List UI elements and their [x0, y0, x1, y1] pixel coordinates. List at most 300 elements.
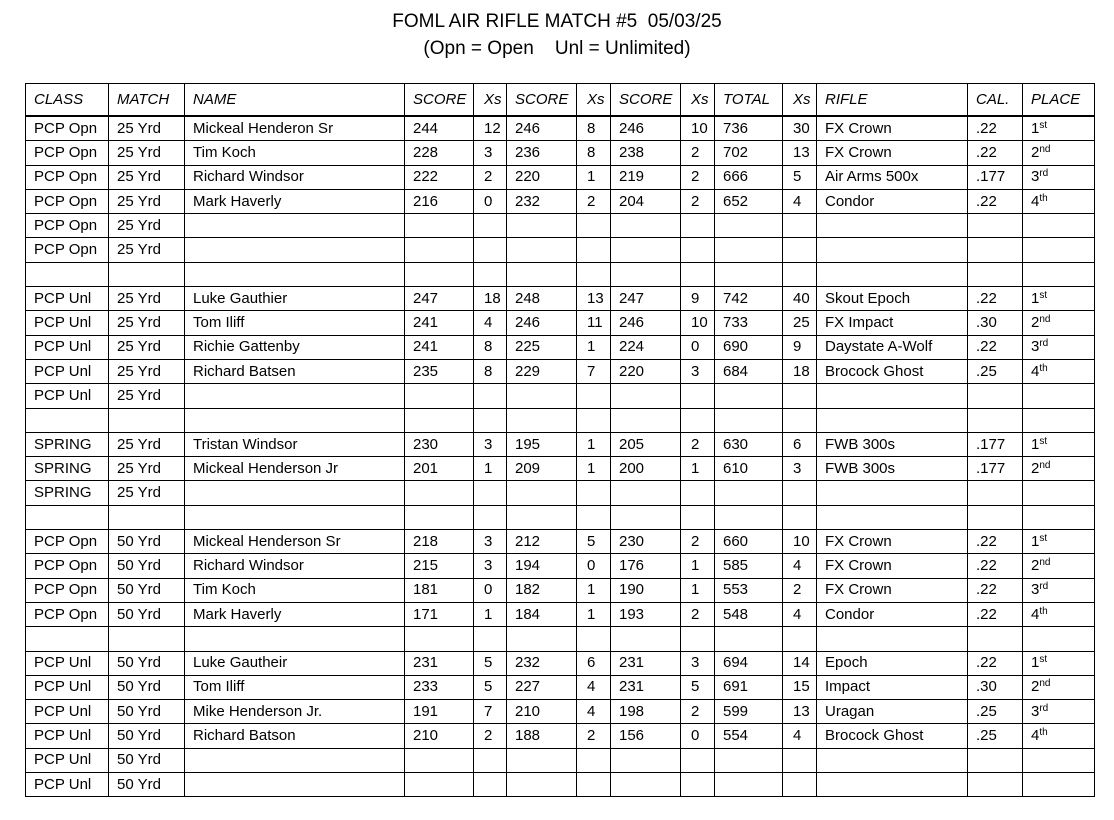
cell-score-1: [405, 408, 474, 432]
place-suffix: th: [1039, 192, 1048, 204]
cell-score-3: 246: [611, 116, 681, 141]
cell-score-3: 156: [611, 724, 681, 748]
cell-class: [26, 262, 109, 286]
cell-xs-2: 1: [577, 602, 611, 626]
cell-place: [1023, 214, 1095, 238]
cell-place: [1023, 675, 1095, 699]
cell-xs-3: 2: [681, 189, 715, 213]
cell-xs-1: 0: [474, 578, 507, 602]
cell-score-3: 231: [611, 675, 681, 699]
cell-total: [715, 773, 783, 797]
table-row: [26, 214, 1095, 238]
cell-score-1: 241: [405, 335, 474, 359]
place-suffix: nd: [1039, 459, 1051, 471]
cell-xs-total: 15: [783, 675, 817, 699]
cell-score-2: 209: [507, 457, 577, 481]
cell-xs-3: 2: [681, 141, 715, 165]
cell-xs-total: 40: [783, 287, 817, 311]
cell-score-1: 247: [405, 287, 474, 311]
cell-rifle: FWB 300s: [817, 457, 968, 481]
document-title: [0, 8, 1114, 62]
cell-rifle: FWB 300s: [817, 432, 968, 456]
cell-score-3: 219: [611, 165, 681, 189]
cell-xs-2: 1: [577, 457, 611, 481]
cell-name: Richard Batson: [185, 724, 405, 748]
cell-class: SPRING: [26, 457, 109, 481]
cell-xs-3: 3: [681, 651, 715, 675]
cell-place: [1023, 700, 1095, 724]
cell-score-3: 204: [611, 189, 681, 213]
cell-score-2: [507, 238, 577, 262]
table-body: [26, 116, 1095, 797]
cell-xs-1: 4: [474, 311, 507, 335]
cell-xs-1: [474, 773, 507, 797]
table-row: [26, 530, 1095, 554]
place-number: 2: [1031, 556, 1040, 574]
cell-total: 702: [715, 141, 783, 165]
cell-score-1: 181: [405, 578, 474, 602]
cell-name: [185, 384, 405, 408]
place-number: 4: [1031, 362, 1040, 380]
cell-caliber: .22: [968, 141, 1023, 165]
cell-score-1: 218: [405, 530, 474, 554]
title-line-2: (Opn = Open Unl = Unlimited): [423, 38, 691, 59]
cell-xs-1: [474, 627, 507, 651]
cell-caliber: .177: [968, 432, 1023, 456]
table-row: [26, 141, 1095, 165]
cell-score-2: 246: [507, 311, 577, 335]
cell-name: Richard Windsor: [185, 165, 405, 189]
table-row: [26, 481, 1095, 505]
cell-match: 50 Yrd: [109, 602, 185, 626]
place-suffix: th: [1039, 362, 1048, 374]
cell-score-3: [611, 238, 681, 262]
column-header-xs-2: Xs: [577, 84, 611, 117]
cell-score-1: 210: [405, 724, 474, 748]
cell-caliber: .22: [968, 578, 1023, 602]
cell-score-3: [611, 481, 681, 505]
cell-score-1: [405, 214, 474, 238]
column-header-caliber: CAL.: [968, 84, 1023, 117]
table-row: [26, 408, 1095, 432]
cell-xs-3: [681, 408, 715, 432]
cell-score-1: 201: [405, 457, 474, 481]
cell-xs-total: 25: [783, 311, 817, 335]
cell-place: [1023, 262, 1095, 286]
cell-score-1: [405, 384, 474, 408]
cell-xs-2: [577, 505, 611, 529]
cell-class: PCP Opn: [26, 116, 109, 141]
cell-score-1: [405, 238, 474, 262]
cell-xs-2: [577, 773, 611, 797]
cell-score-3: 231: [611, 651, 681, 675]
cell-xs-1: 7: [474, 700, 507, 724]
cell-match: 25 Yrd: [109, 141, 185, 165]
table-row: [26, 602, 1095, 626]
cell-match: 25 Yrd: [109, 481, 185, 505]
cell-class: PCP Opn: [26, 214, 109, 238]
cell-xs-1: 1: [474, 457, 507, 481]
cell-rifle: [817, 481, 968, 505]
cell-xs-2: 6: [577, 651, 611, 675]
table-row: [26, 311, 1095, 335]
cell-xs-1: 12: [474, 116, 507, 141]
place-suffix: rd: [1039, 338, 1049, 350]
cell-caliber: [968, 262, 1023, 286]
cell-score-1: [405, 262, 474, 286]
cell-xs-3: 1: [681, 457, 715, 481]
table-row: [26, 748, 1095, 772]
cell-xs-3: 1: [681, 578, 715, 602]
cell-name: Tim Koch: [185, 578, 405, 602]
table-row: [26, 578, 1095, 602]
cell-place: [1023, 311, 1095, 335]
cell-total: [715, 505, 783, 529]
column-header-total: TOTAL: [715, 84, 783, 117]
cell-score-1: 233: [405, 675, 474, 699]
cell-class: PCP Opn: [26, 189, 109, 213]
cell-place: [1023, 748, 1095, 772]
cell-caliber: [968, 214, 1023, 238]
cell-rifle: FX Crown: [817, 554, 968, 578]
cell-score-1: [405, 748, 474, 772]
cell-match: 25 Yrd: [109, 432, 185, 456]
table-row: [26, 554, 1095, 578]
cell-name: [185, 214, 405, 238]
cell-match: [109, 627, 185, 651]
place-suffix: nd: [1039, 314, 1051, 326]
cell-class: PCP Unl: [26, 384, 109, 408]
cell-match: 25 Yrd: [109, 287, 185, 311]
place-suffix: st: [1039, 532, 1048, 544]
cell-rifle: Uragan: [817, 700, 968, 724]
cell-match: 50 Yrd: [109, 724, 185, 748]
cell-class: PCP Unl: [26, 287, 109, 311]
cell-class: PCP Opn: [26, 554, 109, 578]
cell-place: [1023, 335, 1095, 359]
cell-name: Tristan Windsor: [185, 432, 405, 456]
cell-caliber: .30: [968, 311, 1023, 335]
table-row: [26, 384, 1095, 408]
cell-rifle: FX Crown: [817, 578, 968, 602]
cell-xs-total: 2: [783, 578, 817, 602]
cell-total: 666: [715, 165, 783, 189]
cell-caliber: [968, 627, 1023, 651]
cell-score-2: [507, 481, 577, 505]
cell-xs-2: [577, 384, 611, 408]
cell-score-3: [611, 505, 681, 529]
cell-xs-2: [577, 408, 611, 432]
cell-caliber: [968, 481, 1023, 505]
table-row: [26, 773, 1095, 797]
cell-rifle: [817, 214, 968, 238]
cell-xs-3: 0: [681, 724, 715, 748]
cell-total: 684: [715, 359, 783, 383]
cell-score-3: 247: [611, 287, 681, 311]
cell-place: [1023, 773, 1095, 797]
cell-score-1: 235: [405, 359, 474, 383]
cell-score-2: 210: [507, 700, 577, 724]
place-number: 3: [1031, 338, 1040, 356]
cell-xs-3: 2: [681, 530, 715, 554]
cell-xs-3: 9: [681, 287, 715, 311]
cell-score-2: 188: [507, 724, 577, 748]
table-row: [26, 359, 1095, 383]
cell-xs-3: [681, 627, 715, 651]
cell-xs-2: 1: [577, 578, 611, 602]
cell-xs-3: [681, 505, 715, 529]
cell-match: 50 Yrd: [109, 530, 185, 554]
table-row: [26, 724, 1095, 748]
cell-name: Tom Iliff: [185, 675, 405, 699]
cell-class: PCP Unl: [26, 311, 109, 335]
cell-match: 25 Yrd: [109, 359, 185, 383]
cell-score-1: 191: [405, 700, 474, 724]
cell-total: [715, 238, 783, 262]
cell-score-2: 220: [507, 165, 577, 189]
place-suffix: rd: [1039, 168, 1049, 180]
cell-score-2: 232: [507, 189, 577, 213]
cell-caliber: [968, 238, 1023, 262]
cell-caliber: .22: [968, 116, 1023, 141]
cell-caliber: .22: [968, 287, 1023, 311]
cell-match: 25 Yrd: [109, 238, 185, 262]
cell-score-2: 236: [507, 141, 577, 165]
cell-xs-3: 5: [681, 675, 715, 699]
cell-name: Mark Haverly: [185, 189, 405, 213]
table-row: [26, 505, 1095, 529]
cell-total: [715, 262, 783, 286]
cell-score-1: 244: [405, 116, 474, 141]
table-row: [26, 116, 1095, 141]
cell-score-3: [611, 773, 681, 797]
cell-total: 599: [715, 700, 783, 724]
cell-match: 50 Yrd: [109, 554, 185, 578]
header-row: [26, 84, 1095, 117]
cell-match: 50 Yrd: [109, 675, 185, 699]
cell-xs-2: 1: [577, 432, 611, 456]
cell-score-3: 193: [611, 602, 681, 626]
cell-class: PCP Opn: [26, 602, 109, 626]
cell-score-2: 195: [507, 432, 577, 456]
cell-xs-2: 2: [577, 189, 611, 213]
cell-rifle: [817, 505, 968, 529]
cell-score-1: 171: [405, 602, 474, 626]
cell-rifle: [817, 773, 968, 797]
place-number: 2: [1031, 314, 1040, 332]
cell-total: 610: [715, 457, 783, 481]
cell-xs-2: [577, 481, 611, 505]
place-number: 1: [1031, 435, 1040, 453]
place-number: 2: [1031, 143, 1040, 161]
cell-match: 25 Yrd: [109, 335, 185, 359]
place-suffix: nd: [1039, 143, 1051, 155]
cell-xs-2: 8: [577, 116, 611, 141]
cell-class: PCP Opn: [26, 141, 109, 165]
cell-xs-1: 1: [474, 602, 507, 626]
cell-place: [1023, 408, 1095, 432]
cell-caliber: .25: [968, 724, 1023, 748]
cell-score-2: 248: [507, 287, 577, 311]
cell-place: [1023, 724, 1095, 748]
cell-rifle: Condor: [817, 189, 968, 213]
cell-xs-total: [783, 262, 817, 286]
cell-xs-2: 5: [577, 530, 611, 554]
cell-rifle: [817, 384, 968, 408]
cell-caliber: [968, 748, 1023, 772]
cell-score-2: [507, 384, 577, 408]
cell-score-1: 228: [405, 141, 474, 165]
table-row: [26, 432, 1095, 456]
cell-xs-3: 2: [681, 602, 715, 626]
cell-class: PCP Unl: [26, 700, 109, 724]
cell-class: PCP Opn: [26, 238, 109, 262]
place-suffix: rd: [1039, 581, 1049, 593]
cell-total: 553: [715, 578, 783, 602]
cell-place: [1023, 530, 1095, 554]
cell-xs-total: 5: [783, 165, 817, 189]
cell-name: [185, 505, 405, 529]
cell-total: 585: [715, 554, 783, 578]
column-header-name: NAME: [185, 84, 405, 117]
cell-match: 50 Yrd: [109, 700, 185, 724]
cell-name: Tim Koch: [185, 141, 405, 165]
cell-score-3: [611, 627, 681, 651]
cell-score-2: [507, 627, 577, 651]
cell-rifle: Brocock Ghost: [817, 359, 968, 383]
column-header-xs-1: Xs: [474, 84, 507, 117]
cell-name: Mark Haverly: [185, 602, 405, 626]
cell-name: Mickeal Henderon Sr: [185, 116, 405, 141]
cell-caliber: .22: [968, 530, 1023, 554]
cell-name: [185, 627, 405, 651]
cell-caliber: [968, 505, 1023, 529]
cell-score-3: 246: [611, 311, 681, 335]
table-row: [26, 238, 1095, 262]
cell-rifle: Epoch: [817, 651, 968, 675]
cell-xs-3: [681, 773, 715, 797]
cell-xs-1: [474, 384, 507, 408]
cell-name: Richard Batsen: [185, 359, 405, 383]
cell-xs-3: [681, 262, 715, 286]
cell-place: [1023, 627, 1095, 651]
cell-xs-total: [783, 481, 817, 505]
cell-rifle: FX Crown: [817, 530, 968, 554]
cell-xs-total: [783, 505, 817, 529]
cell-score-2: [507, 214, 577, 238]
cell-caliber: [968, 384, 1023, 408]
cell-total: [715, 384, 783, 408]
cell-xs-1: 3: [474, 554, 507, 578]
cell-place: [1023, 287, 1095, 311]
cell-name: Mickeal Henderson Sr: [185, 530, 405, 554]
cell-name: Mickeal Henderson Jr: [185, 457, 405, 481]
cell-caliber: .25: [968, 700, 1023, 724]
cell-xs-total: 10: [783, 530, 817, 554]
cell-class: PCP Opn: [26, 165, 109, 189]
cell-score-2: 246: [507, 116, 577, 141]
cell-xs-total: [783, 384, 817, 408]
cell-total: 630: [715, 432, 783, 456]
cell-match: 25 Yrd: [109, 311, 185, 335]
cell-name: Luke Gauthier: [185, 287, 405, 311]
cell-rifle: FX Impact: [817, 311, 968, 335]
cell-xs-2: 1: [577, 335, 611, 359]
table-row: [26, 675, 1095, 699]
cell-xs-3: 10: [681, 311, 715, 335]
cell-xs-3: 3: [681, 359, 715, 383]
cell-xs-total: 9: [783, 335, 817, 359]
cell-xs-2: 2: [577, 724, 611, 748]
place-number: 1: [1031, 654, 1040, 672]
cell-score-3: [611, 262, 681, 286]
table-row: [26, 189, 1095, 213]
cell-xs-total: 4: [783, 554, 817, 578]
place-number: 1: [1031, 289, 1040, 307]
cell-name: Richard Windsor: [185, 554, 405, 578]
cell-score-3: 224: [611, 335, 681, 359]
cell-total: [715, 627, 783, 651]
cell-rifle: FX Crown: [817, 116, 968, 141]
cell-rifle: [817, 748, 968, 772]
cell-match: 25 Yrd: [109, 457, 185, 481]
cell-place: [1023, 554, 1095, 578]
column-header-rifle: RIFLE: [817, 84, 968, 117]
cell-xs-3: 2: [681, 165, 715, 189]
cell-xs-1: 5: [474, 651, 507, 675]
cell-total: 652: [715, 189, 783, 213]
place-number: 3: [1031, 702, 1040, 720]
column-header-xs-3: Xs: [681, 84, 715, 117]
cell-caliber: .22: [968, 554, 1023, 578]
cell-caliber: .22: [968, 602, 1023, 626]
cell-match: 25 Yrd: [109, 165, 185, 189]
cell-name: [185, 773, 405, 797]
cell-xs-total: 13: [783, 700, 817, 724]
cell-xs-total: 4: [783, 724, 817, 748]
cell-score-1: [405, 627, 474, 651]
place-suffix: th: [1039, 605, 1048, 617]
cell-xs-1: 0: [474, 189, 507, 213]
place-suffix: st: [1039, 119, 1048, 131]
cell-xs-1: 3: [474, 141, 507, 165]
cell-xs-1: 3: [474, 432, 507, 456]
cell-class: [26, 627, 109, 651]
cell-xs-2: 4: [577, 675, 611, 699]
cell-class: PCP Unl: [26, 651, 109, 675]
cell-xs-2: [577, 627, 611, 651]
cell-name: Luke Gautheir: [185, 651, 405, 675]
cell-match: [109, 262, 185, 286]
cell-class: PCP Unl: [26, 724, 109, 748]
cell-score-1: 241: [405, 311, 474, 335]
table-row: [26, 627, 1095, 651]
cell-caliber: .177: [968, 165, 1023, 189]
cell-match: 50 Yrd: [109, 578, 185, 602]
cell-match: 50 Yrd: [109, 651, 185, 675]
place-suffix: th: [1039, 727, 1048, 739]
cell-rifle: [817, 238, 968, 262]
cell-score-3: 220: [611, 359, 681, 383]
cell-total: 691: [715, 675, 783, 699]
place-suffix: st: [1039, 654, 1048, 666]
cell-xs-total: [783, 408, 817, 432]
cell-rifle: Skout Epoch: [817, 287, 968, 311]
cell-xs-total: 3: [783, 457, 817, 481]
place-number: 2: [1031, 678, 1040, 696]
cell-name: Richie Gattenby: [185, 335, 405, 359]
cell-name: [185, 408, 405, 432]
